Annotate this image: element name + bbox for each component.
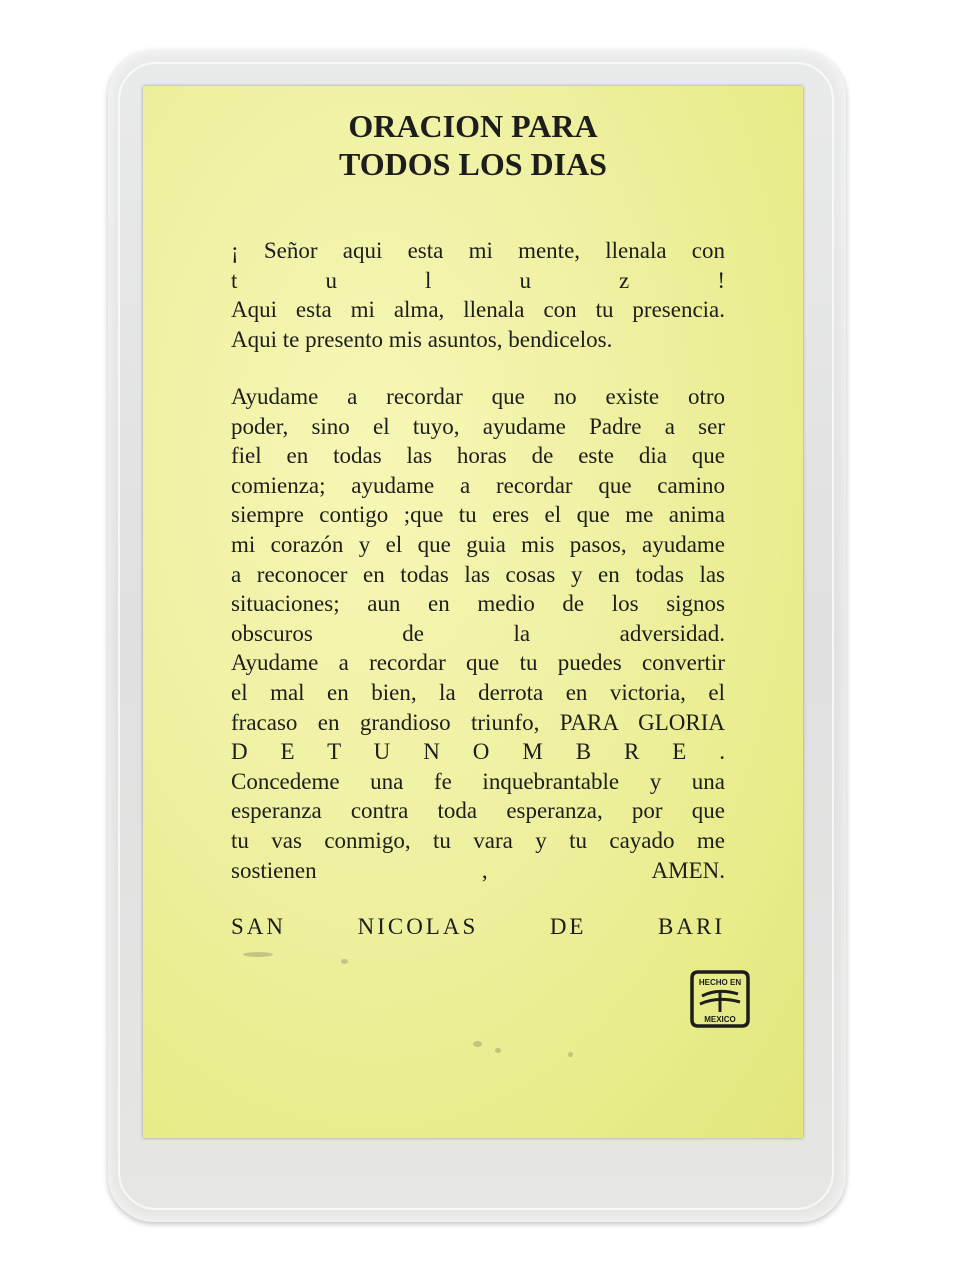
prayer-line: fiel en todas las horas de este dia que — [231, 443, 725, 469]
prayer-line: situaciones; aun en medio de los signos — [231, 591, 725, 617]
card-title-line-1: ORACION PARA — [348, 108, 598, 144]
prayer-line: Concedeme una fe inquebrantable y una — [231, 768, 725, 794]
prayer-line: esperanza contra toda esperanza, por que — [231, 798, 725, 824]
prayer-line: comienza; ayudame a recordar que camino — [231, 472, 725, 498]
prayer-line: Ayudame a recordar que tu puedes convertir — [231, 650, 725, 676]
card-title-line-2: TODOS LOS DIAS — [339, 146, 607, 182]
prayer-card — [143, 86, 803, 1138]
prayer-line: sostienen , AMEN. — [231, 857, 725, 883]
hecho-en-mexico-icon — [688, 968, 752, 1030]
print-speck — [568, 1052, 573, 1057]
prayer-line: Aqui esta mi alma, llenala con tu presencia. — [231, 297, 725, 323]
prayer-line: Aqui te presento mis asuntos, bendicelos. — [231, 326, 613, 352]
prayer-line: Ayudame a recordar que no existe otro — [231, 384, 725, 409]
print-speck — [495, 1048, 501, 1053]
prayer-paragraph-1 — [231, 236, 725, 354]
prayer-line: fracaso en grandioso triunfo, PARA GLORIA — [231, 709, 725, 735]
prayer-line: el mal en bien, la derrota en victoria, el — [231, 679, 725, 705]
saint-signature: SAN NICOLAS DE BARI — [231, 914, 725, 939]
prayer-line: D E T U N O M B R E . — [231, 739, 725, 765]
logo-text-top: HECHO EN — [698, 978, 742, 987]
prayer-paragraph-2 — [231, 382, 725, 885]
print-speck — [473, 1041, 482, 1047]
prayer-line: poder, sino el tuyo, ayudame Padre a ser — [231, 413, 725, 439]
prayer-line: siempre contigo ;que tu eres el que me anima — [231, 502, 725, 528]
prayer-line: mi corazón y el que guia mis pasos, ayudame — [231, 531, 725, 557]
print-speck — [341, 959, 348, 964]
prayer-line: t u l u z ! — [231, 267, 725, 293]
prayer-line: obscuros de la adversidad. — [231, 620, 725, 646]
print-speck — [243, 952, 273, 957]
prayer-line: a reconocer en todas las cosas y en todas las — [231, 561, 725, 587]
logo-text-bottom: MEXICO — [704, 1015, 736, 1024]
prayer-line: tu vas conmigo, tu vara y tu cayado me — [231, 827, 725, 853]
prayer-line: ¡ Señor aqui esta mi mente, llenala con — [231, 238, 725, 263]
